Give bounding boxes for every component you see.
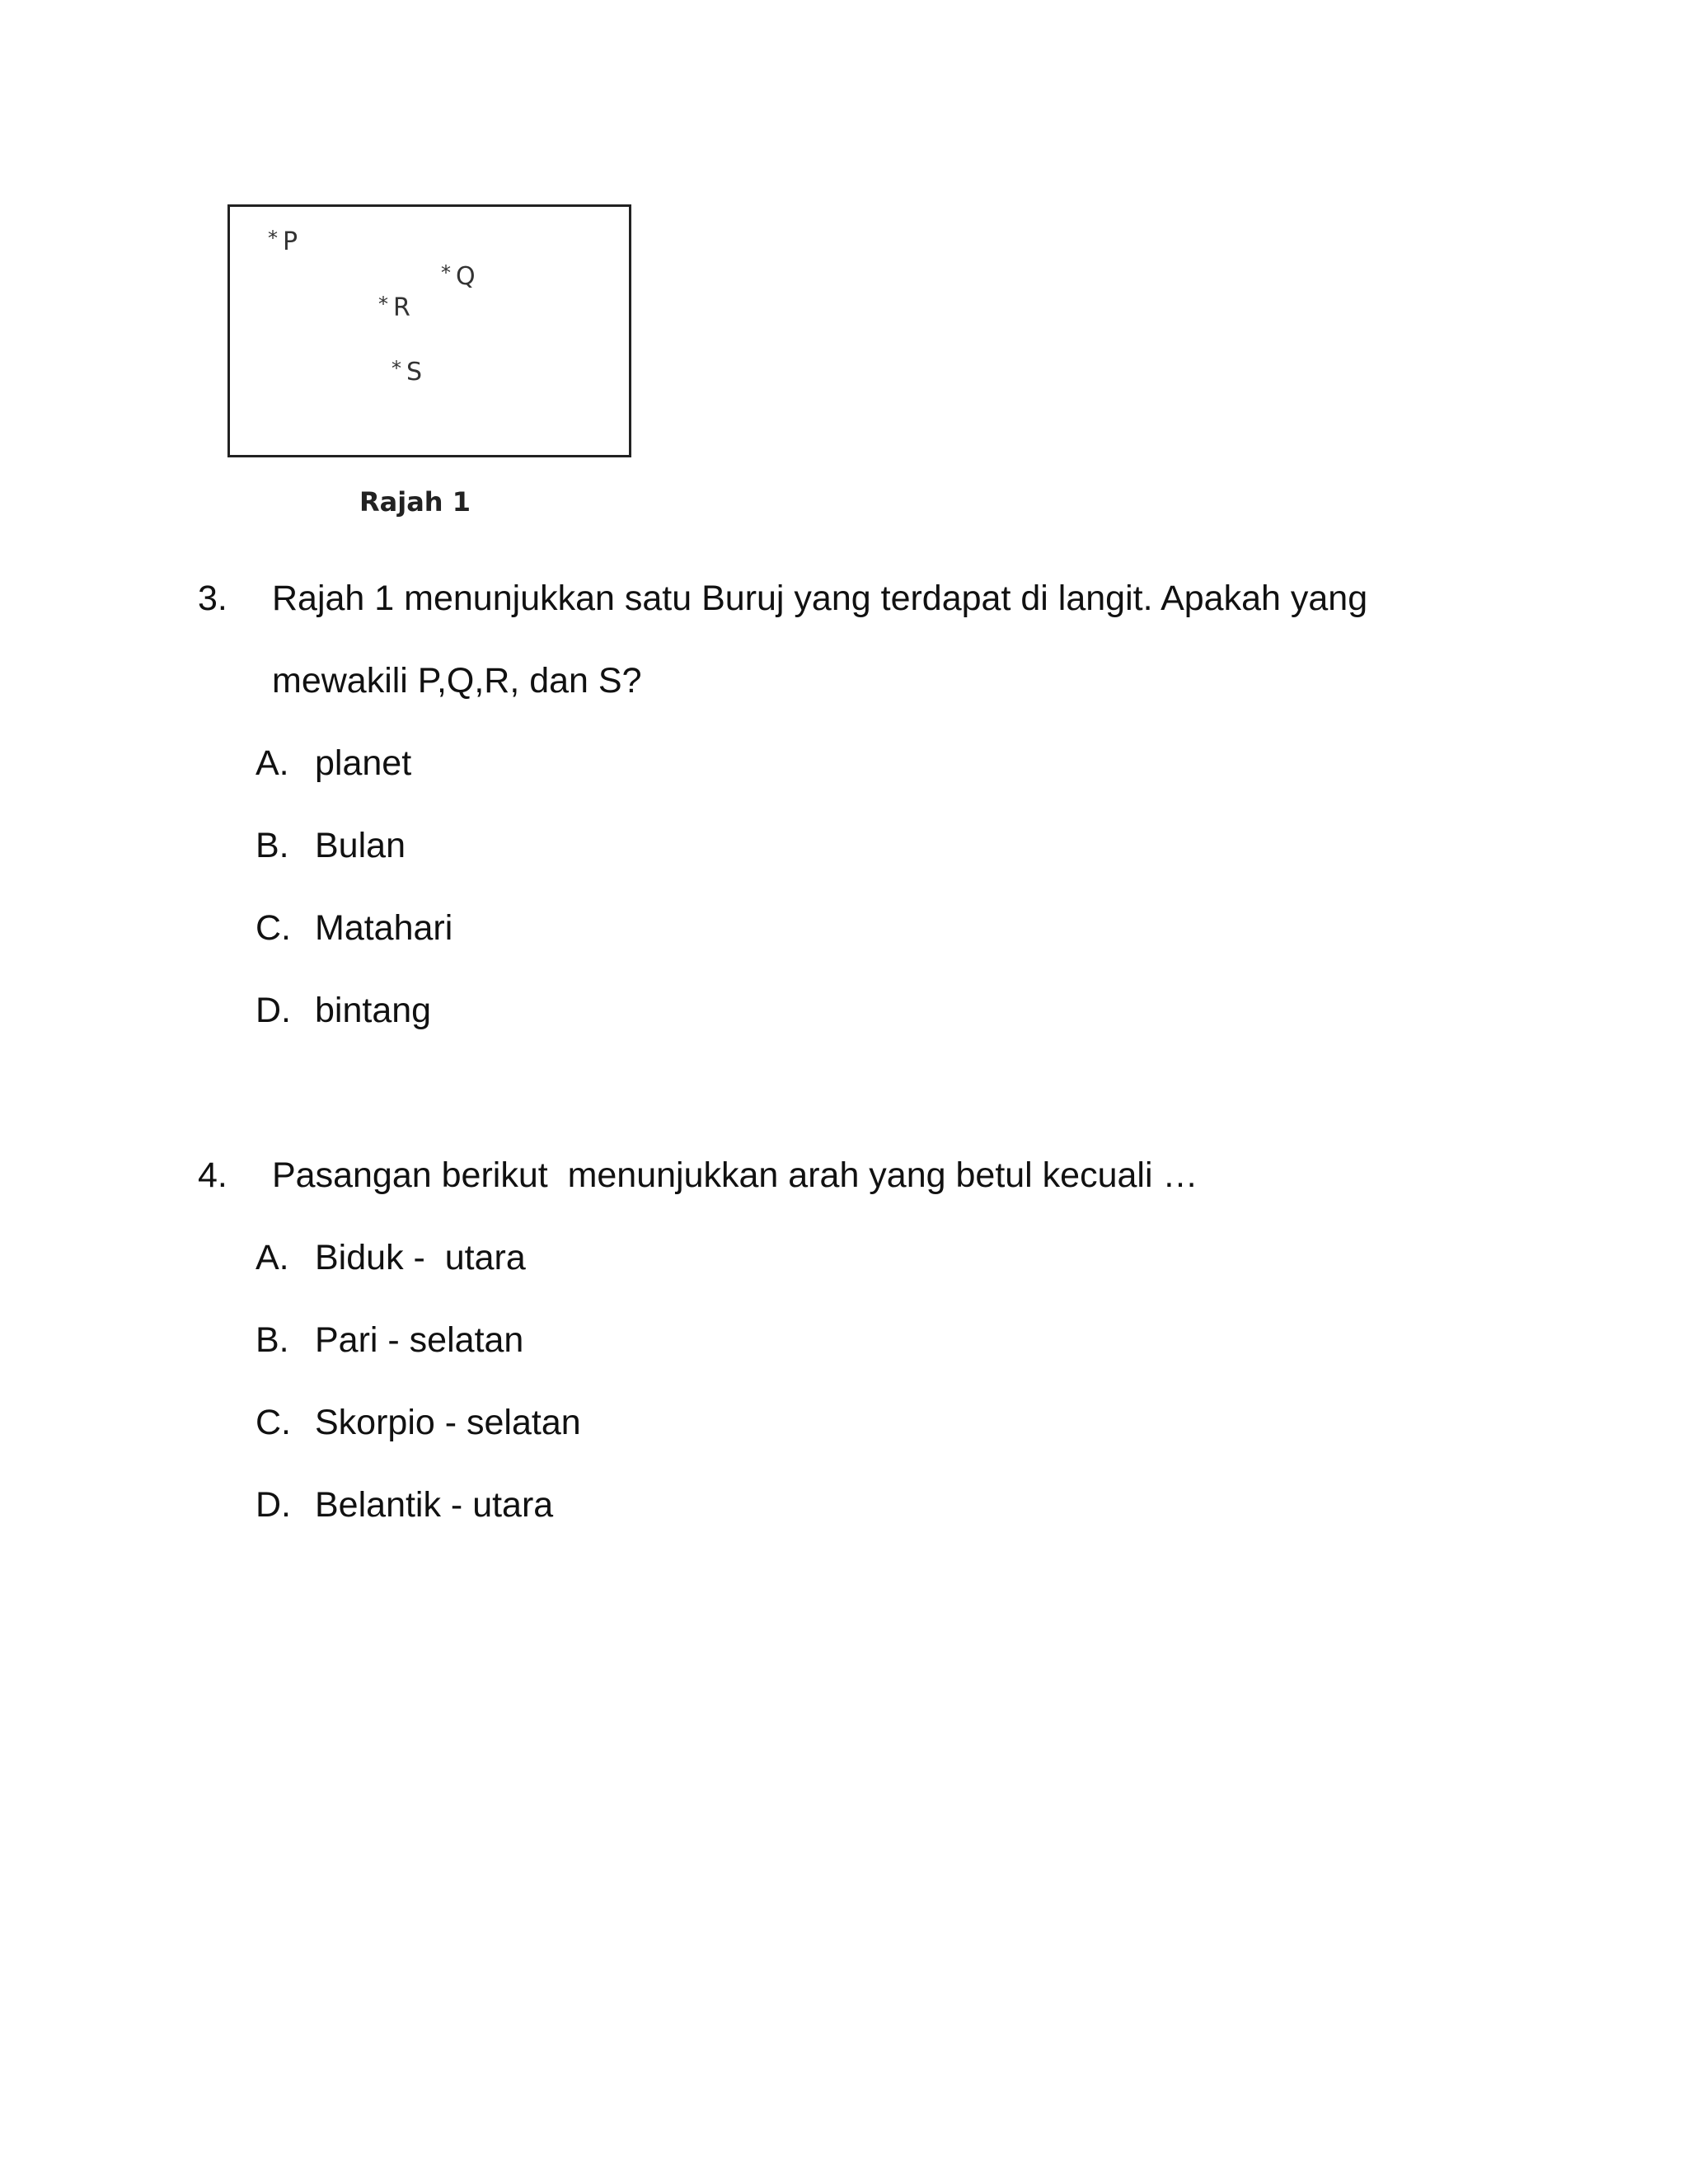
answer-option bbox=[256, 1320, 523, 1361]
star-mark: * bbox=[441, 261, 451, 284]
star-p bbox=[268, 227, 298, 256]
option-text: bintang bbox=[315, 991, 432, 1030]
question-number: 4. bbox=[198, 1155, 227, 1195]
option-text: Biduk - utara bbox=[315, 1238, 526, 1277]
star-label: Q bbox=[456, 262, 476, 291]
star-label: P bbox=[283, 227, 298, 256]
answer-option bbox=[256, 908, 452, 949]
star-s bbox=[392, 357, 422, 387]
answer-option bbox=[256, 743, 411, 784]
option-letter: B. bbox=[256, 826, 289, 865]
figure-caption: Rajah 1 bbox=[359, 486, 471, 518]
star-mark: * bbox=[392, 357, 401, 380]
option-text: Matahari bbox=[315, 908, 453, 948]
star-mark: * bbox=[378, 293, 388, 316]
question-text-line: mewakili P,Q,R, dan S? bbox=[272, 661, 642, 701]
option-letter: C. bbox=[256, 1403, 291, 1442]
star-r bbox=[378, 293, 410, 322]
star-label: R bbox=[393, 293, 410, 322]
option-text: planet bbox=[315, 743, 412, 783]
question-number: 3. bbox=[198, 579, 227, 618]
option-text: Pari - selatan bbox=[315, 1320, 524, 1360]
answer-option bbox=[256, 1403, 581, 1443]
star-label: S bbox=[406, 358, 423, 387]
option-text: Bulan bbox=[315, 826, 406, 865]
option-letter: D. bbox=[256, 991, 291, 1030]
answer-option bbox=[256, 1238, 526, 1278]
option-letter: A. bbox=[256, 1238, 289, 1277]
star-mark: * bbox=[268, 227, 278, 250]
question-text-line: Rajah 1 menunjukkan satu Buruj yang terdapat di langit. Apakah yang bbox=[272, 579, 1368, 618]
option-letter: C. bbox=[256, 908, 291, 948]
option-letter: B. bbox=[256, 1320, 289, 1360]
option-text: Skorpio - selatan bbox=[315, 1403, 581, 1442]
question-text-line: Pasangan berikut menunjukkan arah yang betul kecuali … bbox=[272, 1155, 1198, 1195]
option-text: Belantik - utara bbox=[315, 1485, 554, 1525]
constellation-figure bbox=[227, 204, 631, 457]
star-q bbox=[441, 261, 476, 291]
answer-option bbox=[256, 991, 431, 1031]
option-letter: D. bbox=[256, 1485, 291, 1525]
option-letter: A. bbox=[256, 743, 289, 783]
answer-option bbox=[256, 1485, 553, 1526]
answer-option bbox=[256, 826, 406, 866]
